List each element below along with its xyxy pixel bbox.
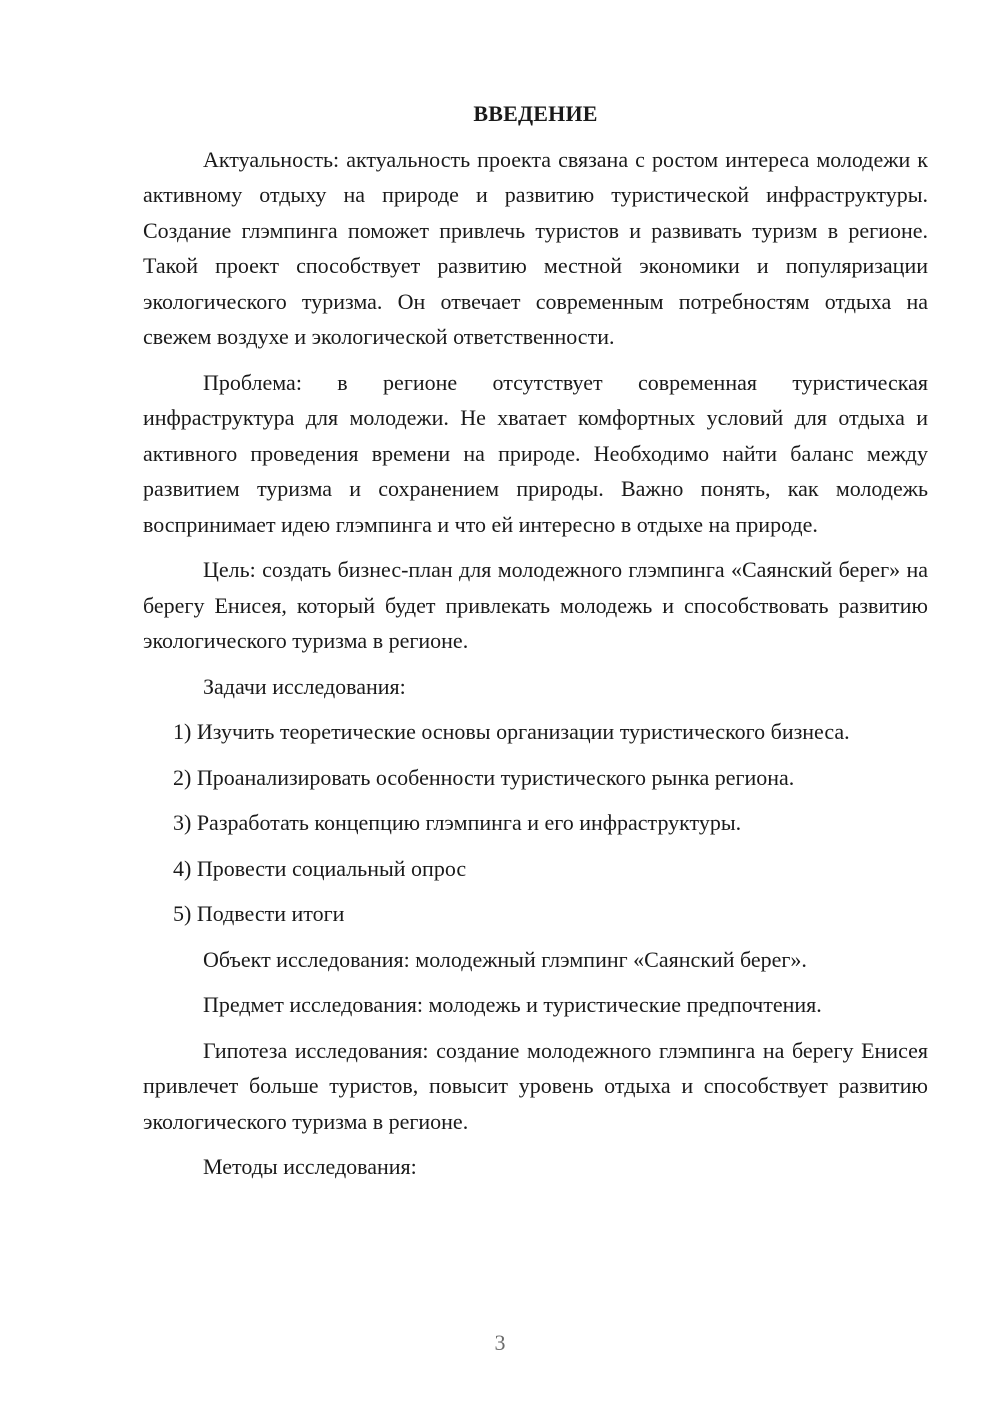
task-item: 2) Проанализировать особенности туристического рынка региона.	[173, 764, 795, 790]
task-item: 4) Провести социальный опрос	[173, 855, 467, 881]
page-content	[143, 96, 928, 1195]
hypothesis-paragraph: Гипотеза исследования: создание молодежного глэмпинга на берегу Енисея привлечет больше туристов, повысит уровень отдыха и способствует развитию экологического туризма в регионе.	[143, 1037, 928, 1134]
section-heading: ВВЕДЕНИЕ	[473, 101, 598, 126]
task-item: 3) Разработать концепцию глэмпинга и его инфраструктуры.	[173, 810, 742, 835]
page-number: 3	[494, 1330, 506, 1355]
methods-title: Методы исследования:	[203, 1154, 417, 1179]
object-paragraph: Объект исследования: молодежный глэмпинг «Саянский берег».	[203, 946, 807, 972]
tasks-list	[143, 714, 928, 932]
problem-paragraph: Проблема: в регионе отсутствует современная туристическая инфраструктура для молодежи. Не хватает комфортных условий для отдыха и активного проведения времени на природе. Необходимо найти баланс между развитием туризма и сохранением природы. Важно понять, как молодежь воспринимает идею глэмпинга и что ей интересно в отдыхе на природе.	[143, 369, 928, 537]
task-item: 1) Изучить теоретические основы организации туристического бизнеса.	[173, 719, 850, 744]
task-item: 5) Подвести итоги	[173, 901, 345, 926]
subject-paragraph: Предмет исследования: молодежь и туристические предпочтения.	[203, 992, 822, 1017]
goal-paragraph: Цель: создать бизнес-план для молодежного глэмпинга «Саянский берег» на берегу Енисея, который будет привлекать молодежь и способствовать развитию экологического туризма в регионе.	[143, 557, 928, 653]
relevance-paragraph: Актуальность: актуальность проекта связана с ростом интереса молодежи к активному отдыху на природе и развитию туристической инфраструктуры. Создание глэмпинга поможет привлечь туристов и развивать туризм в регионе. Такой проект способствует развитию местной экономики и популяризации экологического туризма. Он отвечает современным потребностям отдыха на свежем воздухе и экологической ответственности.	[143, 146, 928, 349]
tasks-title: Задачи исследования:	[203, 673, 406, 699]
